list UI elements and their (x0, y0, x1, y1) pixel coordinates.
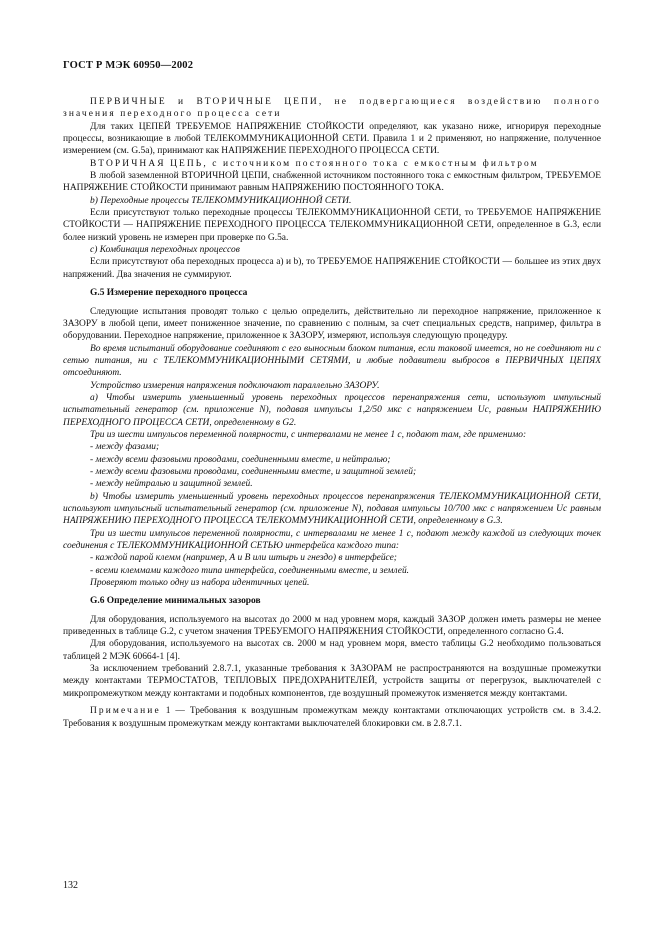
list-item: - между нейтралью и защитной землей. (90, 479, 253, 490)
paragraph: ПЕРВИЧНЫЕ и ВТОРИЧНЫЕ ЦЕПИ, не подвергающиеся воздействию полного значения переходного процесса сети (63, 97, 601, 120)
standard-header: ГОСТ Р МЭК 60950—2002 (63, 60, 194, 71)
paragraph: Во время испытаний оборудование соединяют с его выносным блоком питания, если таковой имеется, но не соединяют ни с сетью питания, ни с ТЕЛЕКОММУНИКАЦИОННЫМИ СЕТЯМИ, и любые подавители выбросов в ПЕРВИЧНЫХ ЦЕПЯХ отсоединяют. (63, 343, 601, 379)
paragraph: Три из шести импульсов переменной полярности, с интервалами не менее 1 с, подают там, где применимо: (90, 429, 527, 440)
page-body (63, 96, 601, 730)
subitem-heading: b) Переходные процессы ТЕЛЕКОММУНИКАЦИОННОЙ СЕТИ. (90, 195, 352, 206)
list-item: - между всеми фазовыми проводами, соединенными вместе, и нейтралью; (90, 454, 391, 465)
paragraph: Если присутствуют оба переходных процесса а) и b), то ТРЕБУЕМОЕ НАПРЯЖЕНИЕ СТОЙКОСТИ — большее из этих двух напряжений. Два значения не суммируют. (63, 257, 601, 280)
paragraph: Для оборудования, используемого на высотах до 2000 м над уровнем моря, каждый ЗАЗОР должен иметь размеры не менее приведенных в таблице G.2, с учетом значения ТРЕБУЕМОГО НАПРЯЖЕНИЯ СТОЙКОСТИ, определенного согласно G.4. (63, 614, 601, 638)
note (63, 705, 601, 730)
section-title: G.6 Определение минимальных зазоров (90, 596, 261, 607)
note-text: 1 — Требования к воздушным промежуткам между контактами отключающих устройств см. в 3.4.2. Требования к воздушным промежуткам между контактами выключателей блокировки см. в 2.8.7.1. (63, 706, 601, 729)
paragraph: Следующие испытания проводят только с целью определить, действительно ли переходное напряжение, приложенное к ЗАЗОРУ в любой цепи, имеет пониженное значение, по сравнению с полным, за счет специальных средств, например, фильтра в оборудовании. Переходное напряжение, приложенное к ЗАЗОРУ, измеряют, используя следующую процедуру. (63, 306, 601, 342)
paragraph: За исключением требований 2.8.7.1, указанные требования к ЗАЗОРАМ не распространяются на воздушные промежутки между контактами ТЕРМОСТАТОВ, ТЕПЛОВЫХ ПРЕДОХРАНИТЕЛЕЙ, устройств защиты от перегрузок, выключателей с микропромежутком между контактами и подобных компонентов, где воздушный промежуток изменяется между контактами. (63, 664, 601, 699)
list-item: - каждой парой клемм (например, А и В или штырь и гнездо) в интерфейсе; (90, 553, 397, 564)
subitem-heading: с) Комбинация переходных процессов (90, 245, 240, 256)
paragraph: Три из шести импульсов переменной полярности, с интервалами не менее 1 с, подают между каждой из следующих точек соединения с ТЕЛЕКОММУНИКАЦИОННОЙ СЕТЬЮ интерфейса каждого типа: (63, 528, 601, 552)
paragraph: b) Чтобы измерить уменьшенный уровень переходных процессов перенапряжения ТЕЛЕКОММУНИКАЦИОННОЙ СЕТИ, используют импульсный испытательный генератор (см. приложение N), подавая импульсы 10/700 мкс с напряжением Uс равным НАПРЯЖЕНИЮ ПЕРЕХОДНОГО ПРОЦЕССА ТЕЛЕКОММУНИКАЦИОННОЙ СЕТИ, определенному в G.3. (63, 491, 601, 527)
paragraph: Если присутствуют только переходные процессы ТЕЛЕКОММУНИКАЦИОННОЙ СЕТИ, то ТРЕБУЕМОЕ НАПРЯЖЕНИЕ СТОЙКОСТИ — НАПРЯЖЕНИЕ ПЕРЕХОДНОГО ПРОЦЕССА ТЕЛЕКОММУНИКАЦИОННОЙ СЕТИ, определенное в G.3, если более низкий уровень не измерен при проверке по G.5а. (63, 208, 601, 243)
list-item: - между всеми фазовыми проводами, соединенными вместе, и защитной землей; (90, 466, 417, 477)
list-item: - между фазами; (90, 442, 160, 453)
paragraph: Для оборудования, используемого на высотах св. 2000 м над уровнем моря, вместо таблицы G.2 необходимо пользоваться таблицей 2 МЭК 60664-1 [4]. (63, 639, 601, 662)
paragraph: а) Чтобы измерить уменьшенный уровень переходных процессов перенапряжения сети, используют импульсный испытательный генератор (см. приложение N), подавая импульсы 1,2/50 мкс с напряжением Uс, равным НАПРЯЖЕНИЮ ПЕРЕХОДНОГО ПРОЦЕССА СЕТИ, определенному в G2. (63, 392, 601, 428)
page-number: 132 (63, 880, 78, 891)
paragraph: В любой заземленной ВТОРИЧНОЙ ЦЕПИ, снабженной источником постоянного тока с емкостным фильтром, ТРЕБУЕМОЕ НАПРЯЖЕНИЕ СТОЙКОСТИ принимают равным НАПРЯЖЕНИЮ ПОСТОЯННОГО ТОКА. (63, 171, 601, 194)
paragraph: ВТОРИЧНАЯ ЦЕПЬ, с источником постоянного тока с емкостным фильтром (90, 158, 539, 169)
note-label: Примечание (90, 706, 161, 717)
paragraph: Устройство измерения напряжения подключают параллельно ЗАЗОРУ. (90, 380, 380, 391)
paragraph: Проверяют только одну из набора идентичных цепей. (90, 578, 310, 589)
section-title: G.5 Измерение переходного процесса (90, 288, 248, 299)
list-item: - всеми клеммами каждого типа интерфейса, соединенными вместе, и землей. (90, 565, 410, 576)
paragraph: Для таких ЦЕПЕЙ ТРЕБУЕМОЕ НАПРЯЖЕНИЕ СТОЙКОСТИ определяют, как указано ниже, игнорируя переходные процессы, возникающие в любой ТЕЛЕКОММУНИКАЦИОННОЙ СЕТИ. Правила 1 и 2 применяют, но напряжение, полученное измерением (см. G.5а), принимают как НАПРЯЖЕНИЕ ПЕРЕХОДНОГО ПРОЦЕССА СЕТИ. (63, 121, 601, 157)
